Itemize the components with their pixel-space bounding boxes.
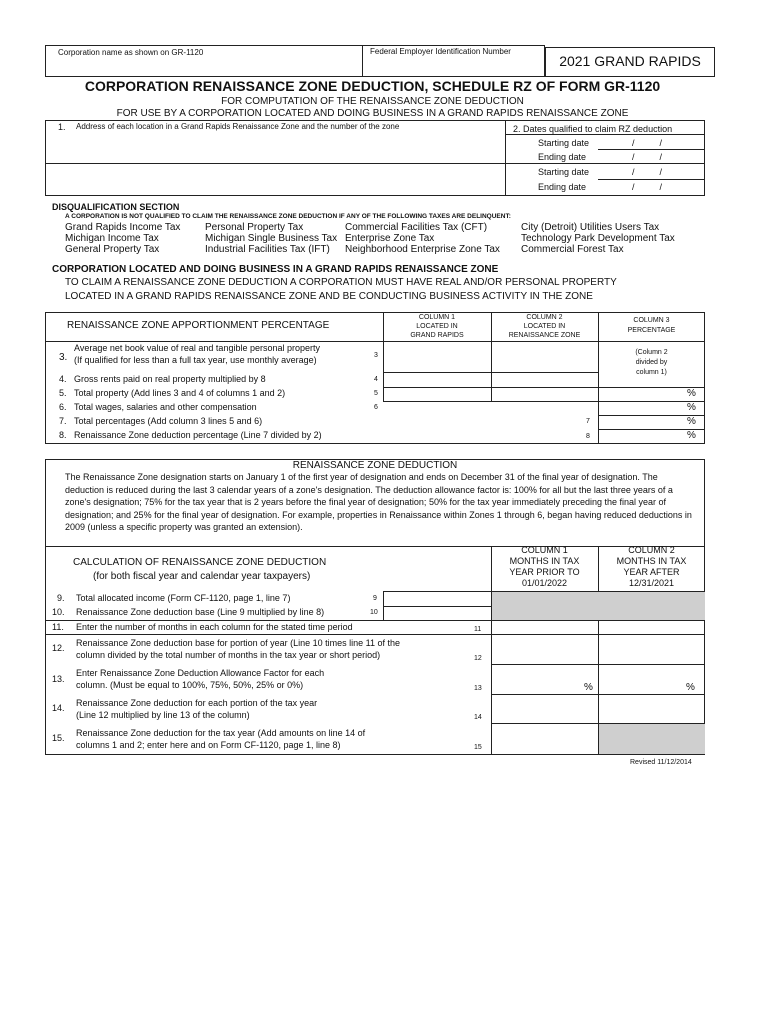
deduction-paragraph: The Renaissance Zone designation starts on January 1 of the first year of designation and ends on December 31 of the final year of designation. The deduction is reduced during the last 3 calendar years of a zone's designation. The deduction allowance factor is: 100% for all but the last three years of a zone's designation; 75% for the tax year that is 2 years before the final year of designation; 50% for the tax year immediately preceding the final year of designation; and 25% for the final year of designation. For example, properties in Renaissance within Zones 1 through 6, began having reduced deductions in 2009 (unless a specific property was granted an extension).	[65, 472, 692, 532]
date-separator-4[interactable]: / /	[632, 182, 663, 192]
line-7-percent: %	[687, 416, 696, 427]
line-4-text: Gross rents paid on real property multiplied by 8	[74, 374, 266, 384]
tax-list-col-4: City (Detroit) Utilities Users Tax Technology Park Development Tax Commercial Forest Tax	[521, 222, 675, 255]
line-13-text: Enter Renaissance Zone Deduction Allowance Factor for each column. (Must be equal to 100%, 75%, 50%, 25% or 0%)	[76, 668, 325, 690]
deduction-col-1-header: COLUMN 1 MONTHS IN TAX YEAR PRIOR TO 01/01/2022	[509, 545, 580, 588]
line-5-percent: %	[687, 388, 696, 399]
line-14-col-1-input[interactable]	[493, 696, 596, 722]
apportion-col-1-header: COLUMN 1 LOCATED IN GRAND RAPIDS	[410, 314, 464, 339]
line-3-col-1-input[interactable]	[385, 343, 489, 371]
shaded-cell	[599, 724, 705, 754]
line-13-box-number: 13	[474, 685, 482, 692]
main-title: CORPORATION RENAISSANCE ZONE DEDUCTION, SCHEDULE RZ OF FORM GR-1120	[84, 78, 661, 94]
apportion-col-2-header: COLUMN 2 LOCATED IN RENAISSANCE ZONE	[508, 314, 581, 339]
line-7-text: Total percentages (Add column 3 lines 5 and 6)	[74, 416, 263, 426]
line-14-box-number: 14	[474, 714, 482, 721]
line-5-col-2-input[interactable]	[493, 388, 596, 400]
located-heading: CORPORATION LOCATED AND DOING BUSINESS IN A GRAND RAPIDS RENAISSANCE ZONE	[52, 264, 499, 275]
line-15-input[interactable]	[493, 725, 596, 753]
line-4-col-2-input[interactable]	[493, 374, 596, 386]
line-5-box-number: 5	[374, 390, 378, 397]
line-14-text: Renaissance Zone deduction for each portion of the tax year (Line 12 multiplied by line 13 of the column)	[76, 698, 318, 720]
fein-label: Federal Employer Identification Number	[370, 47, 511, 56]
line-3-number: 3.	[59, 352, 68, 363]
line-9-input[interactable]	[385, 593, 489, 605]
date-separator-1[interactable]: / /	[632, 138, 663, 148]
line-12-col-1-input[interactable]	[493, 636, 596, 663]
subtitle-1: FOR COMPUTATION OF THE RENAISSANCE ZONE DEDUCTION	[221, 96, 524, 107]
line-5-text: Total property (Add lines 3 and 4 of columns 1 and 2)	[74, 388, 286, 398]
address-input-1[interactable]	[47, 134, 503, 162]
starting-date-label-1: Starting date	[538, 138, 590, 148]
line-11-col-1-input[interactable]	[493, 622, 596, 633]
line-6-percent: %	[687, 402, 696, 413]
line-13-col-2-input[interactable]	[600, 666, 680, 693]
line-12-number: 12.	[52, 643, 65, 653]
line-15-box-number: 15	[474, 744, 482, 751]
line-11-text: Enter the number of months in each column for the stated time period	[76, 622, 353, 632]
line-15-text: Renaissance Zone deduction for the tax year (Add amounts on line 14 of columns 1 and 2; enter here and on Form CF-1120, page 1, line 8)	[76, 728, 366, 750]
line-3-box-number: 3	[374, 352, 378, 359]
corp-name-label: Corporation name as shown on GR-1120	[58, 48, 204, 57]
dates-label: 2. Dates qualified to claim RZ deduction	[513, 124, 673, 134]
shaded-cell	[492, 592, 705, 620]
line-13-col-1-percent: %	[584, 682, 593, 693]
deduction-col-2-header: COLUMN 2 MONTHS IN TAX YEAR AFTER 12/31/2021	[616, 545, 687, 588]
deduction-title: RENAISSANCE ZONE DEDUCTION	[292, 460, 458, 471]
line-3-text: Average net book value of real and tangible personal property (If qualified for less than a full tax year, use monthly average)	[74, 343, 321, 365]
line-3-col-2-input[interactable]	[493, 343, 596, 371]
revised-date: Revised 11/12/2014	[630, 759, 692, 766]
line-14-number: 14.	[52, 703, 65, 713]
line-13-number: 13.	[52, 674, 65, 684]
date-separator-2[interactable]: / /	[632, 152, 663, 162]
line-8-text: Renaissance Zone deduction percentage (Line 7 divided by 2)	[74, 430, 322, 440]
disqualification-heading: DISQUALIFICATION SECTION	[52, 202, 180, 212]
line-11-number: 11.	[52, 622, 64, 632]
calc-subtitle: (for both fiscal year and calendar year taxpayers)	[93, 571, 311, 582]
line-9-text: Total allocated income (Form CF-1120, page 1, line 7)	[76, 593, 291, 603]
line-8-box-number: 8	[586, 433, 590, 440]
line-12-box-number: 12	[474, 655, 482, 662]
subtitle-2: FOR USE BY A CORPORATION LOCATED AND DOING BUSINESS IN A GRAND RAPIDS RENAISSANCE ZONE	[116, 108, 629, 119]
line-11-box-number: 11	[474, 626, 482, 633]
line-9-box-number: 9	[373, 595, 377, 602]
calc-title: CALCULATION OF RENAISSANCE ZONE DEDUCTION	[73, 557, 327, 568]
line-14-col-2-input[interactable]	[600, 696, 703, 722]
located-line-1: TO CLAIM A RENAISSANCE ZONE DEDUCTION A CORPORATION MUST HAVE REAL AND/OR PERSONAL PROPERTY	[65, 277, 617, 288]
ending-date-label-1: Ending date	[538, 152, 587, 162]
line-6-box-number: 6	[374, 404, 378, 411]
line-12-col-2-input[interactable]	[600, 636, 703, 663]
starting-date-label-2: Starting date	[538, 167, 590, 177]
line-10-box-number: 10	[370, 609, 378, 616]
line-12-text: Renaissance Zone deduction base for portion of year (Line 10 times line 11 of the column divided by the total number of months in the tax year or short period)	[76, 638, 401, 660]
line-4-box-number: 4	[374, 376, 378, 383]
line-4-col-1-input[interactable]	[385, 374, 489, 386]
year-title: 2021 GRAND RAPIDS	[559, 53, 701, 69]
line-8-number: 8.	[59, 430, 67, 440]
line-8-percent: %	[687, 430, 696, 441]
line-13-col-1-input[interactable]	[493, 666, 573, 693]
apportionment-title: RENAISSANCE ZONE APPORTIONMENT PERCENTAGE	[67, 320, 330, 331]
line-10-input[interactable]	[385, 607, 489, 619]
address-label: Address of each location in a Grand Rapids Renaissance Zone and the number of the zone	[76, 122, 400, 131]
line-7-box-number: 7	[586, 418, 590, 425]
ending-date-label-2: Ending date	[538, 182, 587, 192]
address-input-2[interactable]	[47, 165, 503, 194]
disqualification-note: A CORPORATION IS NOT QUALIFIED TO CLAIM THE RENAISSANCE ZONE DEDUCTION IF ANY OF THE FOLLOWING TAXES ARE DELINQUENT:	[65, 213, 511, 220]
line-6-text: Total wages, salaries and other compensation	[74, 402, 257, 412]
line-1-number: 1.	[58, 122, 66, 132]
line-15-number: 15.	[52, 733, 65, 743]
line-10-number: 10.	[52, 607, 65, 617]
line-5-col-1-input[interactable]	[385, 388, 489, 400]
date-separator-3[interactable]: / /	[632, 167, 663, 177]
tax-list-col-2: Personal Property Tax Michigan Single Business Tax Industrial Facilities Tax (IFT)	[205, 222, 338, 255]
line-11-col-2-input[interactable]	[600, 622, 703, 633]
line-7-number: 7.	[59, 416, 67, 426]
located-line-2: LOCATED IN A GRAND RAPIDS RENAISSANCE ZONE AND BE CONDUCTING BUSINESS ACTIVITY IN THE ZONE	[65, 291, 593, 302]
line-10-text: Renaissance Zone deduction base (Line 9 multiplied by line 8)	[76, 607, 325, 617]
line-5-number: 5.	[59, 388, 67, 398]
apportion-col-3-note: (Column 2 divided by column 1)	[635, 349, 668, 376]
line-6-number: 6.	[59, 402, 67, 412]
apportion-col-3-header: COLUMN 3 PERCENTAGE	[627, 317, 676, 334]
line-9-number: 9.	[57, 593, 65, 603]
tax-list-col-1: Grand Rapids Income Tax Michigan Income Tax General Property Tax	[65, 222, 181, 255]
line-4-number: 4.	[59, 374, 67, 384]
line-13-col-2-percent: %	[686, 682, 695, 693]
tax-list-col-3: Commercial Facilities Tax (CFT) Enterprise Zone Tax Neighborhood Enterprise Zone Tax	[345, 222, 500, 255]
